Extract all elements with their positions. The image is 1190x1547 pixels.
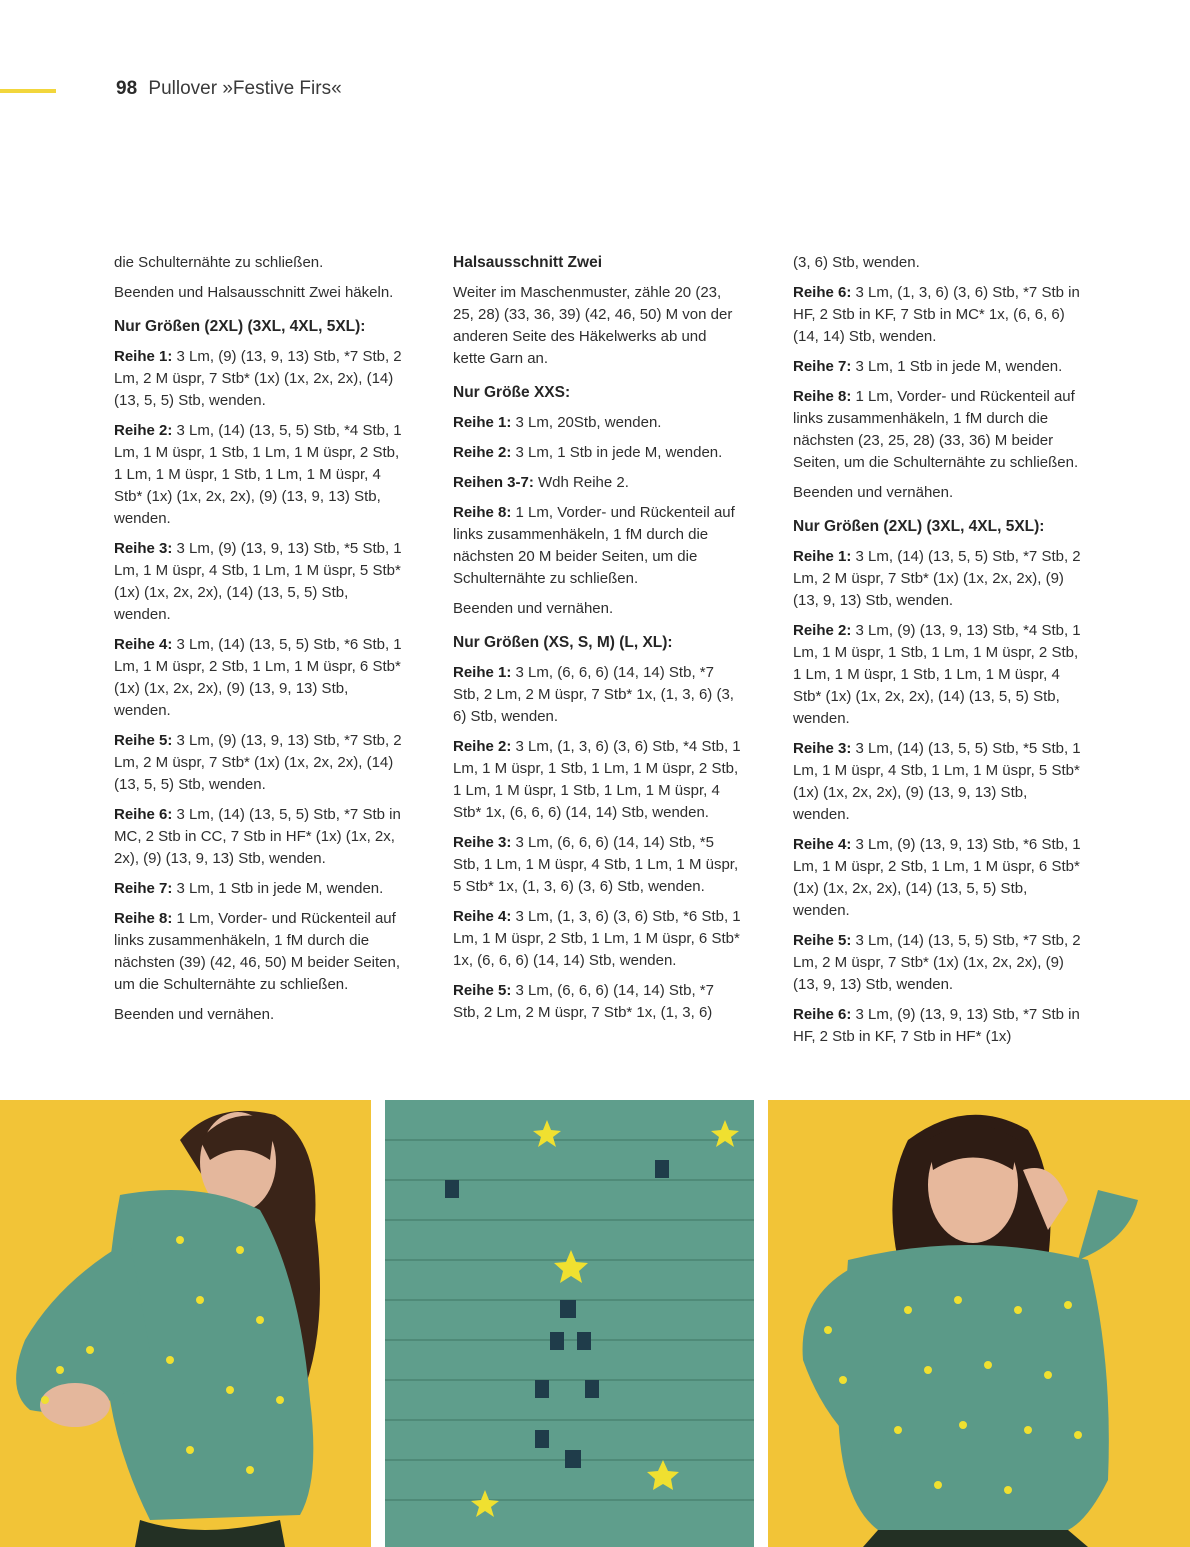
instruction-row xyxy=(453,442,743,464)
row-text: Wdh Reihe 2. xyxy=(533,474,629,491)
instruction-row xyxy=(453,736,743,824)
page-number: 98 xyxy=(116,78,138,99)
instruction-row xyxy=(453,980,743,1024)
row-label: Reihe 8: xyxy=(793,388,852,405)
section-heading: Nur Größen (2XL) (3XL, 4XL, 5XL): xyxy=(114,318,366,335)
section-heading: Nur Größen (XS, S, M) (L, XL): xyxy=(453,634,673,651)
paragraph: Beenden und vernähen. xyxy=(453,600,614,617)
instruction-row xyxy=(793,738,1083,826)
sweater-detail-photo xyxy=(385,1100,754,1547)
row-label: Reihe 1: xyxy=(114,348,173,365)
section-heading: Nur Größen (2XL) (3XL, 4XL, 5XL): xyxy=(793,518,1045,535)
row-text: 3 Lm, (14) (13, 5, 5) Stb, *7 Stb, 2 Lm, 2 M üspr, 7 Stb* (1x) (1x, 2x, 2x), (9) (13, 9, 13) Stb, wenden. xyxy=(793,548,1081,609)
row-text: 1 Lm, Vorder- und Rückenteil auf links zusammenhäkeln, 1 fM durch die nächsten (39) (42, 46, 50) M beider Seiten, um die Schulternähte zu schließen. xyxy=(114,910,400,993)
row-label: Reihen 3-7: xyxy=(453,474,534,491)
row-label: Reihe 2: xyxy=(453,444,512,461)
row-text: 3 Lm, (1, 3, 6) (3, 6) Stb, *4 Stb, 1 Lm, 1 M üspr, 1 Stb, 1 Lm, 1 M üspr, 2 Stb, 1 Lm, 1 M üspr, 1 Stb, 1 Lm, 1 M üspr, 4 Stb* 1x, (6, 6, 6) (14, 14) Stb, wenden. xyxy=(453,738,741,821)
row-label: Reihe 4: xyxy=(114,636,173,653)
instruction-row xyxy=(114,730,404,796)
paragraph: die Schulternähte zu schließen. xyxy=(114,254,324,271)
paragraph: Beenden und Halsausschnitt Zwei häkeln. xyxy=(114,284,394,301)
row-label: Reihe 5: xyxy=(793,932,852,949)
row-text: 3 Lm, (9) (13, 9, 13) Stb, *4 Stb, 1 Lm, 1 M üspr, 1 Stb, 1 Lm, 1 M üspr, 2 Stb, 1 Lm, 1 M üspr, 1 Stb, 1 Lm, 1 M üspr, 4 Stb* (1x) (1x, 2x, 2x), (14) (13, 5, 5) Stb, wenden. xyxy=(793,622,1081,727)
instruction-row xyxy=(793,834,1083,922)
model-side-photo xyxy=(0,1100,371,1547)
row-text: 3 Lm, (1, 3, 6) (3, 6) Stb, *6 Stb, 1 Lm, 1 M üspr, 2 Stb, 1 Lm, 1 M üspr, 6 Stb* 1x, (6, 6, 6) (14, 14) Stb, wenden. xyxy=(453,908,741,969)
row-label: Reihe 7: xyxy=(793,358,852,375)
row-label: Reihe 4: xyxy=(793,836,852,853)
model-front-photo xyxy=(768,1100,1190,1547)
row-label: Reihe 2: xyxy=(114,422,173,439)
instruction-row xyxy=(793,356,1083,378)
row-text: 3 Lm, 1 Stb in jede M, wenden. xyxy=(172,880,384,897)
row-label: Reihe 6: xyxy=(114,806,173,823)
row-label: Reihe 8: xyxy=(114,910,173,927)
row-text: 3 Lm, 1 Stb in jede M, wenden. xyxy=(511,444,723,461)
row-text: 3 Lm, (14) (13, 5, 5) Stb, *7 Stb in MC, 2 Stb in CC, 7 Stb in HF* (1x) (1x, 2x, 2x), (9) (13, 9, 13) Stb, wenden. xyxy=(114,806,401,867)
row-label: Reihe 7: xyxy=(114,880,173,897)
section-heading: Halsausschnitt Zwei xyxy=(453,254,603,271)
instruction-row xyxy=(793,620,1083,730)
row-text: 3 Lm, (9) (13, 9, 13) Stb, *6 Stb, 1 Lm, 1 M üspr, 2 Stb, 1 Lm, 1 M üspr, 6 Stb* (1x) (1x, 2x, 2x), (14) (13, 5, 5) Stb, wenden. xyxy=(793,836,1081,919)
instruction-row xyxy=(453,412,743,434)
section-heading: Nur Größe XXS: xyxy=(453,384,571,401)
text-column-3 xyxy=(793,252,1083,1056)
row-text: 3 Lm, (9) (13, 9, 13) Stb, *7 Stb, 2 Lm, 2 M üspr, 7 Stb* (1x) (1x, 2x, 2x), (14) (13, 5, 5) Stb, wenden. xyxy=(114,732,402,793)
row-label: Reihe 1: xyxy=(793,548,852,565)
instruction-row xyxy=(114,804,404,870)
row-text: 3 Lm, (1, 3, 6) (3, 6) Stb, *7 Stb in HF, 2 Stb in KF, 7 Stb in MC* 1x, (6, 6, 6) (14, 14) Stb, wenden. xyxy=(793,284,1080,345)
accent-bar xyxy=(0,89,56,93)
row-label: Reihe 5: xyxy=(453,982,512,999)
row-text: 1 Lm, Vorder- und Rückenteil auf links zusammenhäkeln, 1 fM durch die nächsten (23, 25, 28) (33, 36) M beider Seiten, um die Schulternähte zu schließen. xyxy=(793,388,1079,471)
instruction-row xyxy=(114,346,404,412)
row-text: 3 Lm, (14) (13, 5, 5) Stb, *6 Stb, 1 Lm, 1 M üspr, 2 Stb, 1 Lm, 1 M üspr, 6 Stb* (1x) (1x, 2x, 2x), (9) (13, 9, 13) Stb, wenden. xyxy=(114,636,402,719)
row-text: 3 Lm, (9) (13, 9, 13) Stb, *7 Stb, 2 Lm, 2 M üspr, 7 Stb* (1x) (1x, 2x, 2x), (14) (13, 5, 5) Stb, wenden. xyxy=(114,348,402,409)
instruction-row xyxy=(114,538,404,626)
row-text: 3 Lm, (9) (13, 9, 13) Stb, *7 Stb in HF, 2 Stb in KF, 7 Stb in HF* (1x) xyxy=(793,1006,1080,1045)
row-text: 3 Lm, (9) (13, 9, 13) Stb, *5 Stb, 1 Lm, 1 M üspr, 4 Stb, 1 Lm, 1 M üspr, 5 Stb* (1x) (1x, 2x, 2x), (14) (13, 5, 5) Stb, wenden. xyxy=(114,540,402,623)
instruction-row xyxy=(114,634,404,722)
row-text: 3 Lm, (14) (13, 5, 5) Stb, *5 Stb, 1 Lm, 1 M üspr, 4 Stb, 1 Lm, 1 M üspr, 5 Stb* (1x) (1x, 2x, 2x), (9) (13, 9, 13) Stb, wenden. xyxy=(793,740,1081,823)
row-label: Reihe 3: xyxy=(114,540,173,557)
row-label: Reihe 3: xyxy=(453,834,512,851)
row-text: 3 Lm, 20Stb, wenden. xyxy=(511,414,662,431)
row-label: Reihe 2: xyxy=(453,738,512,755)
instruction-row xyxy=(793,1004,1083,1048)
row-label: Reihe 1: xyxy=(453,414,512,431)
row-text: 3 Lm, (6, 6, 6) (14, 14) Stb, *7 Stb, 2 Lm, 2 M üspr, 7 Stb* 1x, (1, 3, 6) (3, 6) Stb, wenden. xyxy=(453,664,734,725)
row-label: Reihe 3: xyxy=(793,740,852,757)
instruction-row xyxy=(793,546,1083,612)
row-text: 3 Lm, (6, 6, 6) (14, 14) Stb, *7 Stb, 2 Lm, 2 M üspr, 7 Stb* 1x, (1, 3, 6) xyxy=(453,982,714,1021)
instruction-row xyxy=(114,878,404,900)
row-label: Reihe 2: xyxy=(793,622,852,639)
row-text: 3 Lm, (6, 6, 6) (14, 14) Stb, *5 Stb, 1 Lm, 1 M üspr, 4 Stb, 1 Lm, 1 M üspr, 5 Stb* 1x, (1, 3, 6) (3, 6) Stb, wenden. xyxy=(453,834,739,895)
row-label: Reihe 8: xyxy=(453,504,512,521)
row-label: Reihe 6: xyxy=(793,1006,852,1023)
instruction-row xyxy=(114,420,404,530)
running-header xyxy=(116,78,342,100)
row-label: Reihe 5: xyxy=(114,732,173,749)
chapter-title: Pullover »Festive Firs« xyxy=(148,78,342,99)
instruction-row xyxy=(793,282,1083,348)
instruction-row xyxy=(453,906,743,972)
row-text: 3 Lm, (14) (13, 5, 5) Stb, *7 Stb, 2 Lm, 2 M üspr, 7 Stb* (1x) (1x, 2x, 2x), (9) (13, 9, 13) Stb, wenden. xyxy=(793,932,1081,993)
instruction-row xyxy=(793,930,1083,996)
row-text: 3 Lm, (14) (13, 5, 5) Stb, *4 Stb, 1 Lm, 1 M üspr, 1 Stb, 1 Lm, 1 M üspr, 2 Stb, 1 Lm, 1 M üspr, 1 Stb, 1 Lm, 1 M üspr, 4 Stb* (1x) (1x, 2x, 2x), (9) (13, 9, 13) Stb, wenden. xyxy=(114,422,402,527)
instruction-row xyxy=(453,832,743,898)
paragraph: Beenden und vernähen. xyxy=(793,484,954,501)
row-label: Reihe 4: xyxy=(453,908,512,925)
text-column-1 xyxy=(114,252,404,1034)
instruction-row xyxy=(453,502,743,590)
row-label: Reihe 6: xyxy=(793,284,852,301)
paragraph: Weiter im Maschenmuster, zähle 20 (23, 25, 28) (33, 36, 39) (42, 46, 50) M von der anderen Seite des Häkelwerks ab und kette Garn an. xyxy=(453,284,733,367)
instruction-row xyxy=(453,472,743,494)
paragraph: (3, 6) Stb, wenden. xyxy=(793,254,920,271)
row-text: 1 Lm, Vorder- und Rückenteil auf links zusammenhäkeln, 1 fM durch die nächsten 20 M beider Seiten, um die Schulternähte zu schließen. xyxy=(453,504,735,587)
paragraph: Beenden und vernähen. xyxy=(114,1006,275,1023)
row-text: 3 Lm, 1 Stb in jede M, wenden. xyxy=(851,358,1063,375)
instruction-row xyxy=(453,662,743,728)
text-column-2 xyxy=(453,252,743,1032)
row-label: Reihe 1: xyxy=(453,664,512,681)
instruction-row xyxy=(114,908,404,996)
instruction-row xyxy=(793,386,1083,474)
